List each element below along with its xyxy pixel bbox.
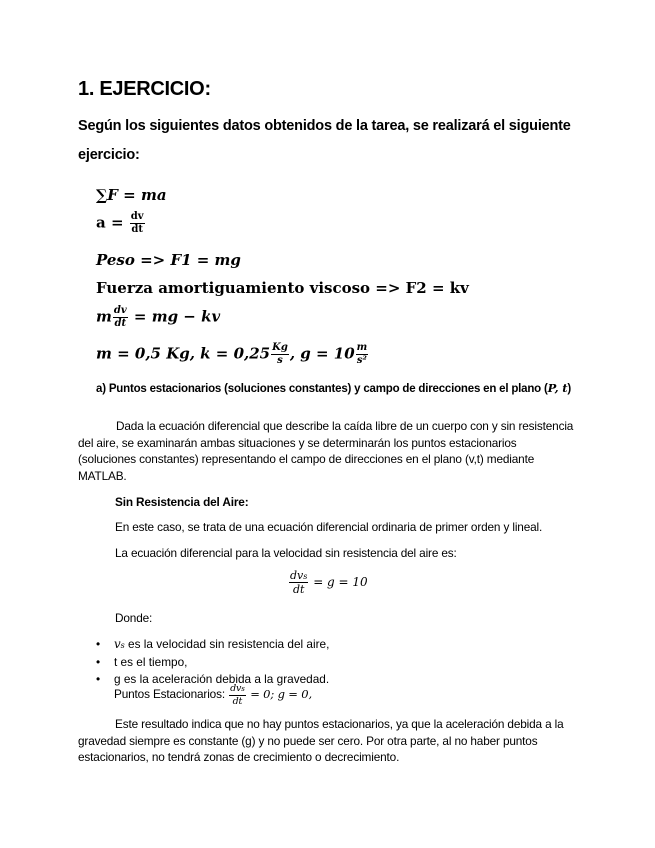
text-velocity-eq: La ecuación diferencial para la velocidad sin resistencia del aire es: <box>115 546 457 560</box>
item-a-heading: a) Puntos estacionarios (soluciones constantes) y campo de direcciones en el plano (P, t) <box>96 381 571 395</box>
stationary-points: Puntos Estacionarios: $\frac{\text{dvs}}{dt}$ = 0; g = 0, <box>114 683 312 707</box>
equation-newton: ∑F = ma <box>96 186 167 204</box>
list-item: • g es la aceleración debida a la gravedad. <box>96 671 329 688</box>
text-donde: Donde: <box>115 611 153 625</box>
variable-list <box>96 636 329 688</box>
subheading-no-air-resistance: Sin Resistencia del Aire: <box>115 495 249 509</box>
equation-motion: m $\frac{dv}{dt}$ = mg − kv <box>96 305 221 329</box>
equation-weight: Peso => F1 = mg <box>96 251 241 269</box>
equation-constants: m = 0,5 Kg, k = 0,25 $\frac{Kg}{s}$ , g = 10 $\frac{m}{\text{s²}}$ <box>96 342 368 366</box>
equation-acceleration: a = $\frac{dv}{dt}$ <box>96 211 144 235</box>
fraction-dv-dt: $\frac{dv}{dt}$ <box>130 211 144 235</box>
text-linear-ode: En este caso, se trata de una ecuación diferencial ordinaria de primer orden y lineal. <box>115 520 543 534</box>
display-equation: $\frac{\text{dvs}}{dt}$ = g = 10 <box>290 569 368 596</box>
paragraph-conclusion: Este resultado indica que no hay puntos estacionarios, ya que la aceleración debida a la gravedad siempre es constante (g) y no puede ser cero. Por otra parte, al no haber puntos estacionarios, no tendrá zonas de crecimiento o decrecimiento. <box>78 717 564 764</box>
section-title: 1. EJERCICIO: <box>78 78 211 100</box>
intro-line-1: Según los siguientes datos obtenidos de la tarea, se realizará el siguiente <box>78 118 571 134</box>
paragraph-intro: Dada la ecuación diferencial que describe la caída libre de un cuerpo con y sin resistencia del aire, se examinarán ambas situaciones y se determinarán los puntos estacionarios (soluciones constantes) representando el campo de direcciones en el plano (v,t) mediante MATLAB. <box>78 419 574 483</box>
intro-line-2: ejercicio: <box>78 147 140 163</box>
list-item: • t es el tiempo, <box>96 654 329 671</box>
list-item: • vs es la velocidad sin resistencia del aire, <box>96 636 329 654</box>
equation-viscous-force: Fuerza amortiguamiento viscoso => F2 = kv <box>96 279 469 297</box>
